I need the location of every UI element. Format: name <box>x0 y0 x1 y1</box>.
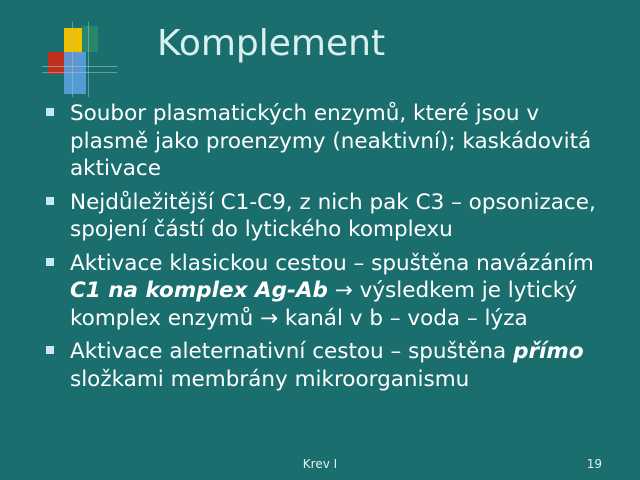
page-number: 19 <box>586 457 602 471</box>
bullet-text: složkami membrány mikroorganismu <box>70 366 470 392</box>
bullet-text: → výsledkem je lytický komplex enzymů → kanál v b – voda – lýza <box>70 278 578 331</box>
bullet-item <box>44 338 624 393</box>
logo <box>42 22 122 97</box>
bullet-text: Soubor plasmatických enzymů, které jsou v plasmě jako proenzymy (neaktivní); kaskádovitá aktivace <box>70 101 592 181</box>
bullet-list <box>44 100 624 399</box>
bullet-item <box>44 100 624 183</box>
slide-title: Komplement <box>157 23 386 64</box>
bullet-marker-icon <box>46 108 54 116</box>
emphasis-text: přímo <box>513 339 584 364</box>
footer-label: Krev I <box>302 457 338 471</box>
bullet-text: Nejdůležitější C1-C9, z nich pak C3 – opsonizace, spojení částí do lytického komplexu <box>70 189 596 242</box>
bullet-marker-icon <box>46 197 54 205</box>
emphasis-text: C1 na komplex Ag-Ab <box>70 278 328 303</box>
bullet-marker-icon <box>46 346 54 354</box>
bullet-text: Aktivace aleternativní cestou – spuštěna <box>70 339 514 364</box>
bullet-text: Aktivace klasickou cestou – spuštěna navázáním <box>70 250 594 276</box>
bullet-marker-icon <box>46 258 54 266</box>
bullet-item <box>44 189 624 244</box>
bullet-item <box>44 250 624 333</box>
